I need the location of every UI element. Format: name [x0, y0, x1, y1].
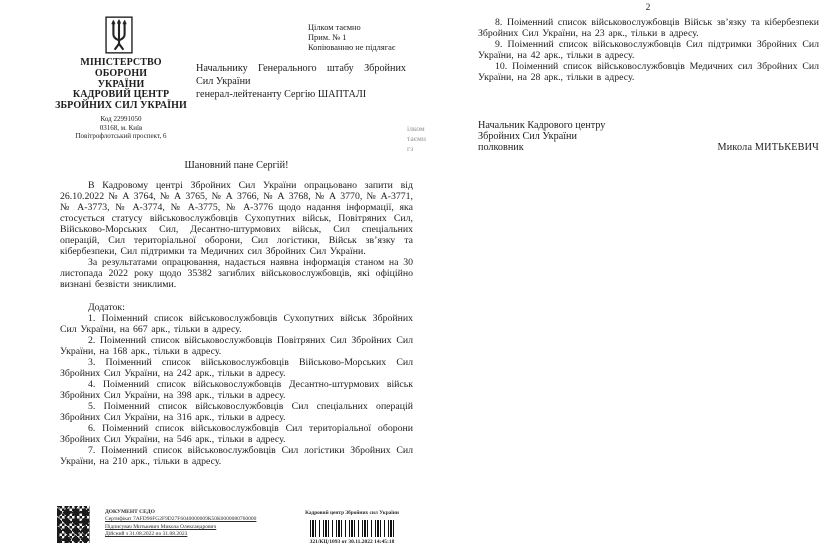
- classification-line: Прим. № 1: [308, 33, 347, 42]
- body-paragraph: В Кадровому центрі Збройних Сил України опрацьовано запити від 26.10.2022 № А 3764, № А 3765, № А 3766, № А 3768, № А 3770, № А-3771, № А-3773, № А-3774, № А-3775, № А-3776 щодо надання інформації, яка стосується статусу військовослужбовців Сухопутних військ, Повітряних Сил, Військово-Морських Сил, Десантно-штурмових військ, Сил спеціальних операцій, Сил територіальної оборони, Сил логістики, Військ зв’язку та кібербезпеки, Сил підтримки та Медичних сил Збройних Сил України.: [60, 180, 413, 257]
- attachment-item: 5. Поіменний список військовослужбовців Сил спеціальних операцій Збройних Сил України, на 316 арк., тільки в адресу.: [60, 401, 413, 423]
- attachment-item: 3. Поіменний список військовослужбовців Військово-Морських Сил Збройних Сил України, на 242 арк., тільки в адресу.: [60, 357, 413, 379]
- bleed-line: таємн: [407, 134, 426, 143]
- registration-stamp: [301, 510, 403, 546]
- attachment-item: 9. Поіменний список військовослужбовців Сил підтримки Збройних Сил України, на 42 арк., тільки в адресу.: [478, 39, 819, 61]
- esign-block: [105, 509, 265, 539]
- ukraine-trident-emblem-icon: [105, 15, 133, 55]
- letterhead-org-line: МІНІСТЕРСТВО ОБОРОНИ: [80, 57, 162, 79]
- bleed-line: гз: [407, 144, 414, 153]
- esign-signer: Підписувач Митькевич Микола Олександрович: [105, 523, 217, 530]
- recipient-line: генерал-лейтенанту Сергію ШАПТАЛІ: [196, 89, 367, 100]
- page-2: [478, 0, 819, 560]
- classification-line: Копіюванню не підлягає: [308, 43, 396, 52]
- attachment-item: 10. Поіменний список військовослужбовців Медичних сил Збройних Сил України, на 28 арк., тільки в адресу.: [478, 61, 819, 83]
- attachments-label: Додаток:: [88, 302, 125, 313]
- signature-block: [478, 121, 819, 153]
- attachment-item: 4. Поіменний список військовослужбовців Десантно-штурмових військ Збройних Сил України, на 398 арк., тільки в адресу.: [60, 379, 413, 401]
- signer-position-line: Збройних Сил України: [478, 130, 577, 142]
- classification-line: Цілком таємно: [308, 23, 361, 32]
- registration-number: 321/КЦ/1093 от 30.11.2022 14:45:18: [309, 539, 395, 545]
- attachment-item: 6. Поіменний список військовослужбовців Сил територіальної оборони Збройних Сил України, на 546 арк., тільки в адресу.: [60, 423, 413, 445]
- page-1: [55, 0, 426, 560]
- org-address-line: 03168, м. Київ: [99, 123, 143, 132]
- signer-name: Микола МИТЬКЕВИЧ: [717, 141, 819, 153]
- registration-org: Кадровий центр Збройних сил України: [305, 510, 399, 516]
- attachment-item: 8. Поіменний список військовослужбовців Військ зв’язку та кібербезпеки Збройних Сил України, на 23 арк., тільки в адресу.: [478, 17, 819, 39]
- classification-stamp: [308, 23, 418, 53]
- attachment-item: 2. Поіменний список військовослужбовців Повітряних Сил Збройних Сил України, на 168 арк., тільки в адресу.: [60, 335, 413, 357]
- qr-code: [57, 506, 90, 543]
- page2-body: [478, 17, 819, 83]
- letterhead-org-line: ЗБРОЙНИХ СИЛ УКРАЇНИ: [55, 100, 187, 112]
- attachment-item: 7. Поіменний список військовослужбовців Сил логістики Збройних Сил України, на 210 арк., тільки в адресу.: [60, 445, 413, 467]
- letterhead-org-line: УКРАЇНИ: [97, 78, 145, 90]
- bleed-through-fragment: [407, 124, 431, 154]
- barcode: [310, 520, 394, 537]
- esign-certificate: Сертифікат 7AFD96FG2F9D27F6040000009К50К0000080760000: [105, 516, 257, 523]
- body-paragraph: За результатами опрацювання, надається наявна інформація станом на 30 листопада 2022 року щодо 35382 загиблих військовослужбовців, які офіційно визнані безвісти зниклими.: [60, 257, 413, 290]
- attachment-item: 1. Поіменний список військовослужбовців Сухопутних військ Збройних Сил України, на 667 арк., тільки в адресу.: [60, 313, 413, 335]
- org-address-line: Повітрофлотський проспект, 6: [75, 132, 167, 141]
- recipient-block: [196, 62, 406, 101]
- letter-body: [60, 160, 413, 467]
- signer-position-line: полковник: [478, 141, 524, 153]
- recipient-line: Сил України: [196, 76, 251, 87]
- letterhead-org-line: КАДРОВИЙ ЦЕНТР: [72, 89, 170, 101]
- recipient-line: Начальнику Генерального штабу Збройних: [196, 63, 406, 74]
- page-number: 2: [645, 3, 651, 13]
- bleed-line: ілком: [407, 124, 425, 133]
- salutation: Шановний пане Сергій!: [184, 160, 289, 171]
- letterhead: [55, 58, 187, 140]
- esign-validity: Дійсний з 31.08.2022 по 31.08.2023: [105, 531, 188, 538]
- org-code: Код 22991050: [100, 114, 142, 123]
- esign-title: ДОКУМЕНТ СЕДО: [105, 509, 155, 515]
- signer-position-line: Начальник Кадрового центру: [478, 120, 606, 131]
